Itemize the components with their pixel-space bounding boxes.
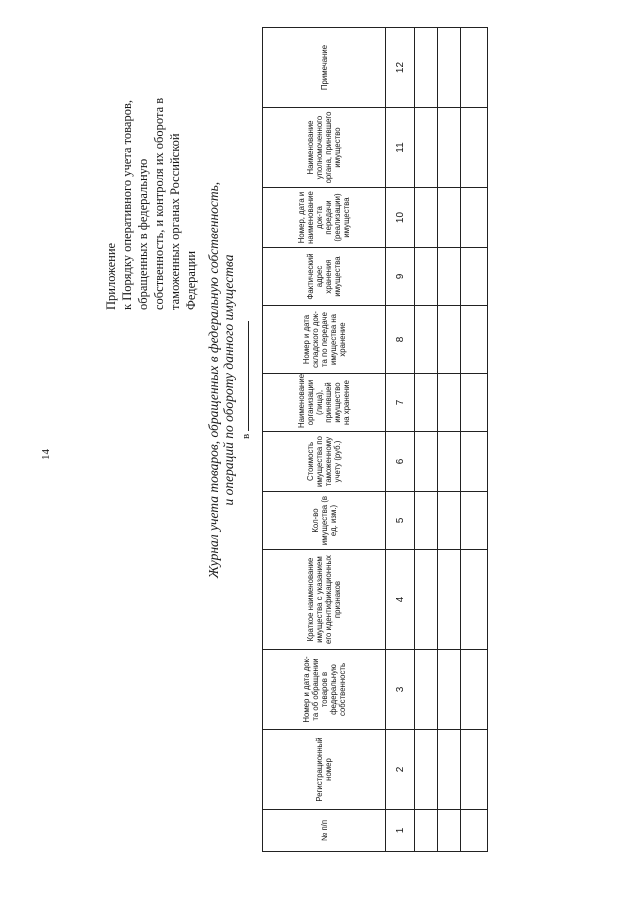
empty-cell xyxy=(438,492,461,550)
column-number: 10 xyxy=(386,188,415,248)
column-number: 9 xyxy=(386,248,415,306)
appendix-line: таможенных органах Российской xyxy=(168,133,182,310)
journal-period xyxy=(238,100,254,660)
appendix-line: собственность, и контроля их оборота в xyxy=(152,97,166,310)
header-cell: Регистрационный номер xyxy=(263,730,386,810)
empty-cell xyxy=(438,374,461,432)
empty-cell xyxy=(415,306,438,374)
journal-title xyxy=(206,100,254,660)
column-number: 3 xyxy=(386,650,415,730)
empty-cell xyxy=(438,730,461,810)
empty-cell xyxy=(415,28,438,108)
column-number: 1 xyxy=(386,810,415,852)
header-cell: Примечание xyxy=(263,28,386,108)
column-number: 2 xyxy=(386,730,415,810)
column-number: 6 xyxy=(386,432,415,492)
header-cell: Наименование организации (лица), принявшей имущество на хранение xyxy=(263,374,386,432)
empty-cell xyxy=(415,108,438,188)
journal-title-line1: Журнал учета товаров, обращенных в федеральную собственность, xyxy=(206,181,221,579)
header-cell: Наименование уполномоченного органа, принявшего имущество xyxy=(263,108,386,188)
blank-line xyxy=(238,321,249,431)
appendix-line: Приложение xyxy=(104,242,118,310)
empty-cell xyxy=(438,248,461,306)
header-cell: Кол-во имущества (в ед. изм.) xyxy=(263,492,386,550)
column-number: 8 xyxy=(386,306,415,374)
empty-cell xyxy=(461,492,488,550)
empty-cell xyxy=(415,188,438,248)
header-cell: Фактический адрес хранения имущества xyxy=(263,248,386,306)
empty-cell xyxy=(461,306,488,374)
header-cell: Номер и дата складского док-та по передаче имущества на хранение xyxy=(263,306,386,374)
column-number: 12 xyxy=(386,28,415,108)
journal-table xyxy=(262,27,488,852)
appendix-line: к Порядку оперативного учета товаров, xyxy=(120,100,134,310)
empty-cell xyxy=(461,108,488,188)
empty-cell xyxy=(415,492,438,550)
header-cell: Краткое наименование имущества с указанием его идентификационных признаков xyxy=(263,550,386,650)
page-number: 14 xyxy=(40,449,52,460)
column-number: 7 xyxy=(386,374,415,432)
header-cell: Номер и дата док-та об обращении товаров в федеральную собственность xyxy=(263,650,386,730)
empty-cell xyxy=(415,432,438,492)
appendix-note xyxy=(103,70,199,310)
empty-cell xyxy=(461,28,488,108)
empty-cell xyxy=(438,550,461,650)
empty-cell xyxy=(438,188,461,248)
empty-cell xyxy=(438,650,461,730)
empty-cell xyxy=(461,810,488,852)
empty-cell xyxy=(415,810,438,852)
column-number: 5 xyxy=(386,492,415,550)
empty-cell xyxy=(438,306,461,374)
appendix-line: Федерации xyxy=(184,250,198,310)
table-row xyxy=(415,28,438,852)
column-number-row xyxy=(386,28,415,852)
empty-cell xyxy=(461,188,488,248)
empty-cell xyxy=(461,432,488,492)
empty-cell xyxy=(461,550,488,650)
column-number: 4 xyxy=(386,550,415,650)
table-row xyxy=(438,28,461,852)
empty-cell xyxy=(461,650,488,730)
journal-title-line2: и операций по обороту данного имущества xyxy=(221,254,236,506)
empty-cell xyxy=(415,248,438,306)
empty-cell xyxy=(438,810,461,852)
empty-cell xyxy=(438,108,461,188)
empty-cell xyxy=(415,730,438,810)
empty-cell xyxy=(415,650,438,730)
empty-cell xyxy=(415,374,438,432)
column-number: 11 xyxy=(386,108,415,188)
table-row xyxy=(461,28,488,852)
journal-in-label: в xyxy=(240,433,252,439)
empty-cell xyxy=(438,28,461,108)
header-cell: № п/п xyxy=(263,810,386,852)
empty-cell xyxy=(461,248,488,306)
empty-cell xyxy=(461,730,488,810)
appendix-line: обращенных в федеральную xyxy=(136,158,150,310)
header-row xyxy=(263,28,386,852)
empty-cell xyxy=(438,432,461,492)
empty-cell xyxy=(461,374,488,432)
empty-cell xyxy=(415,550,438,650)
header-cell: Номер, дата и наименование док-та передачи (реализации) имущества xyxy=(263,188,386,248)
header-cell: Стоимость имущества по таможенному учету (руб.) xyxy=(263,432,386,492)
